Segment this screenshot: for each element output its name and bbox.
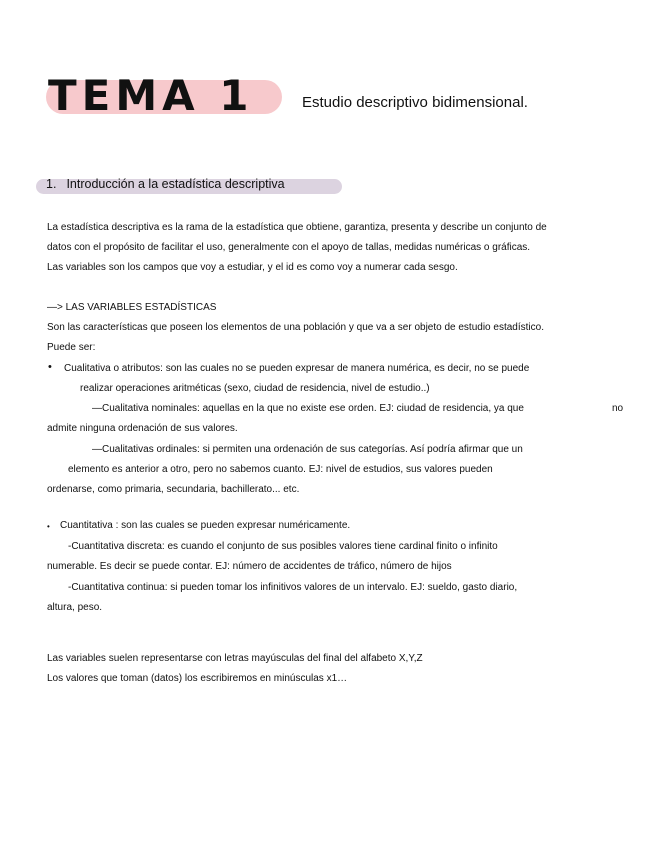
section-title: Introducción a la estadística descriptiva (66, 177, 285, 191)
intro-line-2: datos con el propósito de facilitar el uso, generalmente con el apoyo de tallas, medidas numéricas o gráficas. (47, 242, 531, 253)
bullet-icon: • (48, 361, 52, 373)
discreta-line-2: numerable. Es decir se puede contar. EJ: número de accidentes de tráfico, número de hijos (47, 561, 452, 572)
nominales-line-1-end: no (612, 403, 624, 414)
closing-line-2: Los valores que toman (datos) los escribiremos en minúsculas x1… (47, 673, 348, 684)
discreta-line-1: -Cuantitativa discreta: es cuando el conjunto de sus posibles valores tiene cardinal finito o infinito (68, 541, 498, 552)
chapter-label: TEMA 1 (48, 71, 254, 120)
ordinales-line-1: —Cualitativas ordinales: si permiten una ordenación de sus categorías. Así podría afirmar que un (92, 444, 523, 455)
variables-line-1: Son las características que poseen los elementos de una población y que va a ser objeto de estudio estadístico. (47, 322, 544, 333)
continua-line-2: altura, peso. (47, 602, 103, 613)
cuantitativa-line-1: Cuantitativa : son las cuales se pueden expresar numéricamente. (60, 520, 351, 531)
cualitativa-line-2: realizar operaciones aritméticas (sexo, ciudad de residencia, nivel de estudio..) (80, 383, 430, 394)
variables-heading: —> LAS VARIABLES ESTADÍSTICAS (47, 302, 217, 313)
section-heading (36, 176, 344, 196)
continua-line-1: -Cuantitativa continua: si pueden tomar los infinitivos valores de un intervalo. EJ: sueldo, gasto diario, (68, 582, 518, 593)
intro-line-1: La estadística descriptiva es la rama de la estadística que obtiene, garantiza, presenta y describe un conjunto de (47, 222, 547, 233)
chapter-subtitle: Estudio descriptivo bidimensional. (302, 94, 528, 111)
closing-line-1: Las variables suelen representarse con letras mayúsculas del final del alfabeto X,Y,Z (47, 653, 423, 664)
nominales-line-1: —Cualitativa nominales: aquellas en la que no existe ese orden. EJ: ciudad de residencia, ya que (92, 403, 524, 414)
ordinales-line-3: ordenarse, como primaria, secundaria, bachillerato... etc. (47, 484, 300, 495)
ordinales-line-2: elemento es anterior a otro, pero no sabemos cuanto. EJ: nivel de estudios, sus valores pueden (68, 464, 493, 475)
section-number: 1. (46, 177, 57, 191)
cualitativa-line-1: Cualitativa o atributos: son las cuales no se pueden expresar de manera numérica, es decir, no se puede (64, 363, 530, 374)
variables-line-2: Puede ser: (47, 342, 96, 353)
nominales-line-2: admite ninguna ordenación de sus valores. (47, 423, 238, 434)
bullet-icon: • (47, 522, 50, 531)
intro-line-3: Las variables son los campos que voy a estudiar, y el id es como voy a numerar cada sesgo. (47, 262, 458, 273)
chapter-title (44, 72, 284, 120)
